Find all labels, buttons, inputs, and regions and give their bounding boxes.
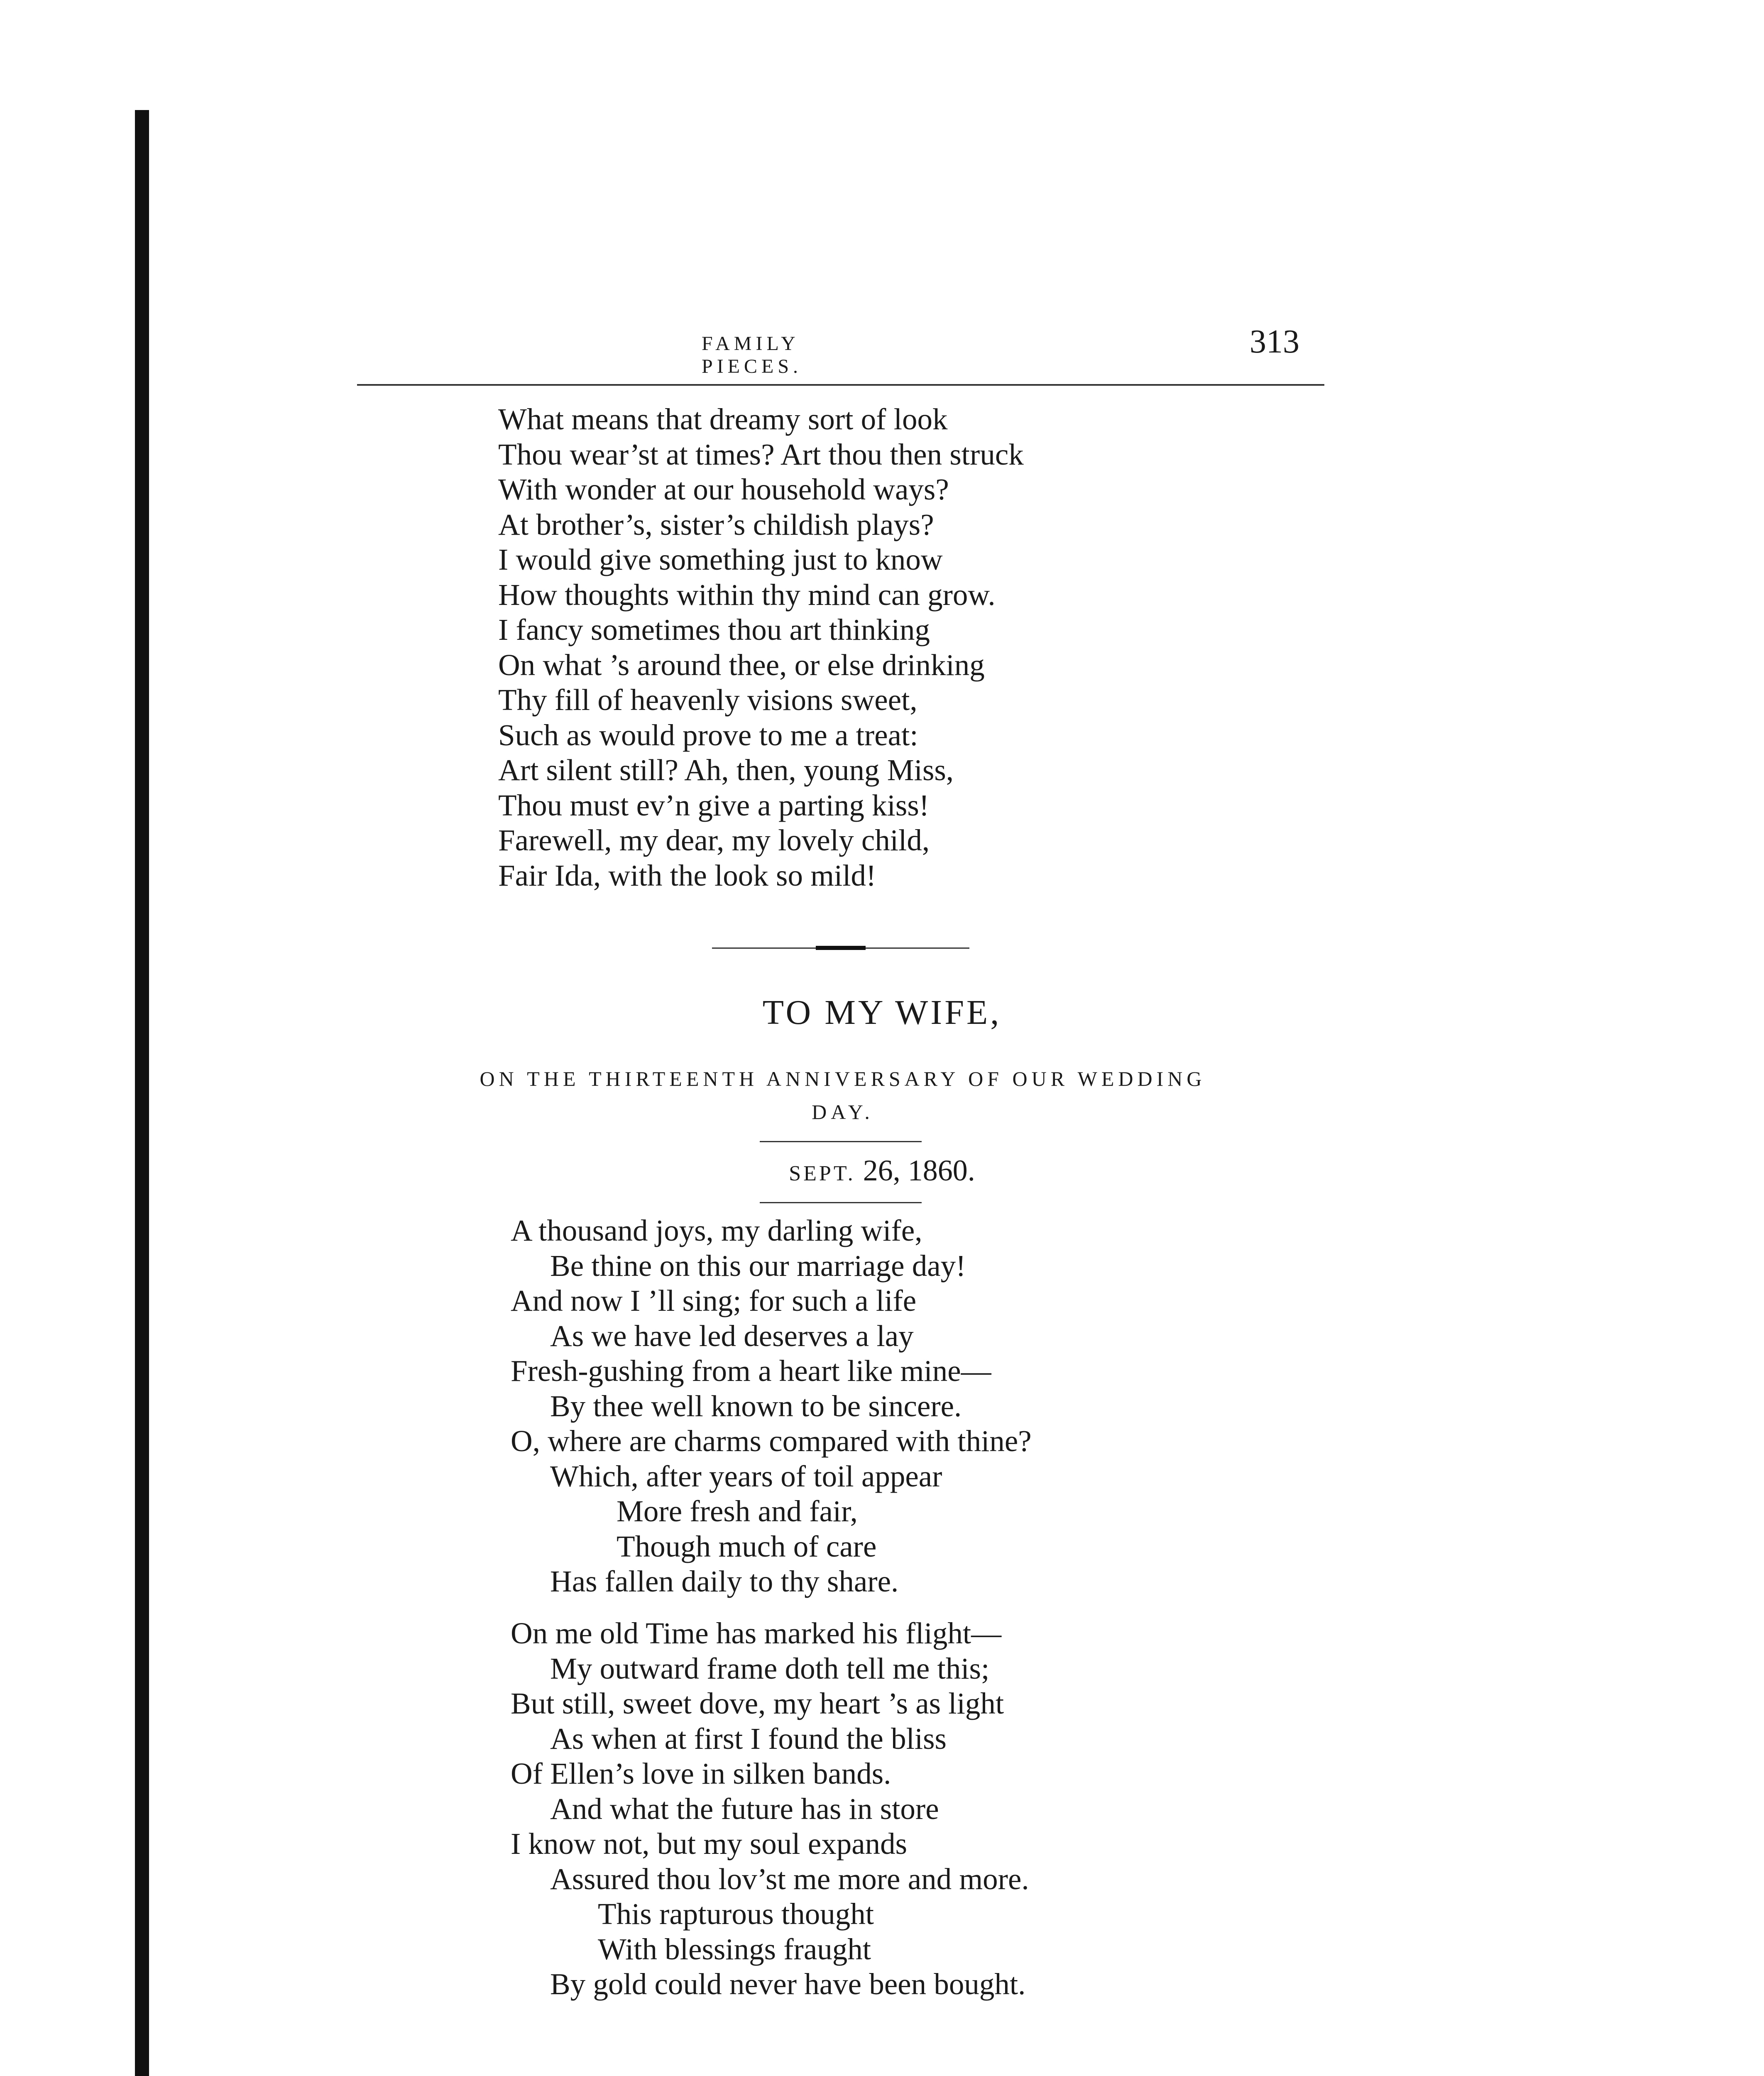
binding-edge-bar	[135, 110, 149, 2076]
date-rest: 26, 1860.	[863, 1154, 975, 1187]
verse-line: By gold could never have been bought.	[550, 1967, 1026, 2001]
verse-line: Art silent still? Ah, then, young Miss,	[498, 753, 954, 787]
poem-ida	[498, 402, 1024, 893]
verse-line: This rapturous thought	[598, 1897, 874, 1931]
page-number: 313	[1250, 323, 1299, 360]
verse-line: Be thine on this our marriage day!	[550, 1249, 966, 1283]
verse-line: With blessings fraught	[598, 1932, 871, 1966]
verse-line: Thou wear’st at times? Art thou then struck	[498, 437, 1024, 471]
poem-date	[0, 1153, 1764, 1188]
verse-line: O, where are charms compared with thine?	[511, 1424, 1032, 1458]
poem-wife-stanza-2	[511, 1616, 1029, 2002]
verse-line: More fresh and fair,	[617, 1494, 858, 1528]
verse-line: On what ’s around thee, or else drinking	[498, 648, 985, 682]
verse-line: My outward frame doth tell me this;	[550, 1651, 990, 1685]
verse-line: At brother’s, sister’s childish plays?	[498, 507, 934, 541]
verse-line: And what the future has in store	[550, 1792, 939, 1826]
poem-subtitle	[361, 1062, 1324, 1129]
verse-line: How thoughts within thy mind can grow.	[498, 578, 996, 612]
verse-line: With wonder at our household ways?	[498, 472, 949, 506]
running-head: FAMILY PIECES.	[702, 333, 802, 377]
verse-line: Fresh-gushing from a heart like mine—	[511, 1354, 991, 1388]
verse-line: And now I ’ll sing; for such a life	[511, 1284, 917, 1317]
verse-line: But still, sweet dove, my heart ’s as light	[511, 1687, 1004, 1720]
poem-wife-stanza-1	[511, 1213, 1032, 1599]
section-separator	[712, 946, 969, 950]
verse-line: Farewell, my dear, my lovely child,	[498, 823, 930, 857]
verse-line: Thy fill of heavenly visions sweet,	[498, 683, 917, 717]
verse-line: Such as would prove to me a treat:	[498, 718, 918, 752]
verse-line: As we have led deserves a lay	[550, 1319, 914, 1353]
verse-line: Thou must ev’n give a parting kiss!	[498, 788, 930, 822]
verse-line: I fancy sometimes thou art thinking	[498, 613, 930, 646]
verse-line: I know not, but my soul expands	[511, 1827, 908, 1861]
poem-title: TO MY WIFE,	[762, 993, 1002, 1032]
date-rule	[760, 1202, 922, 1203]
verse-line: On me old Time has marked his flight—	[511, 1616, 1002, 1650]
verse-line: What means that dreamy sort of look	[498, 402, 948, 436]
verse-line: Has fallen daily to thy share.	[550, 1564, 899, 1598]
verse-line: Of Ellen’s love in silken bands.	[511, 1757, 891, 1790]
verse-line: Fair Ida, with the look so mild!	[498, 858, 876, 892]
date-prefix: SEPT.	[789, 1162, 856, 1185]
verse-line: I would give something just to know	[498, 543, 943, 576]
verse-line: A thousand joys, my darling wife,	[511, 1214, 922, 1247]
verse-line: By thee well known to be sincere.	[550, 1389, 962, 1423]
header-rule	[357, 384, 1324, 386]
verse-line: Which, after years of toil appear	[550, 1459, 942, 1493]
subtitle-line: ON THE THIRTEENTH ANNIVERSARY OF OUR WEDDING	[480, 1067, 1206, 1090]
separator-mark	[816, 946, 866, 950]
verse-line: Though much of care	[617, 1529, 877, 1563]
verse-line: As when at first I found the bliss	[550, 1721, 947, 1755]
title-rule	[760, 1141, 922, 1142]
subtitle-line: DAY.	[812, 1100, 874, 1124]
verse-line: Assured thou lov’st me more and more.	[550, 1862, 1029, 1896]
